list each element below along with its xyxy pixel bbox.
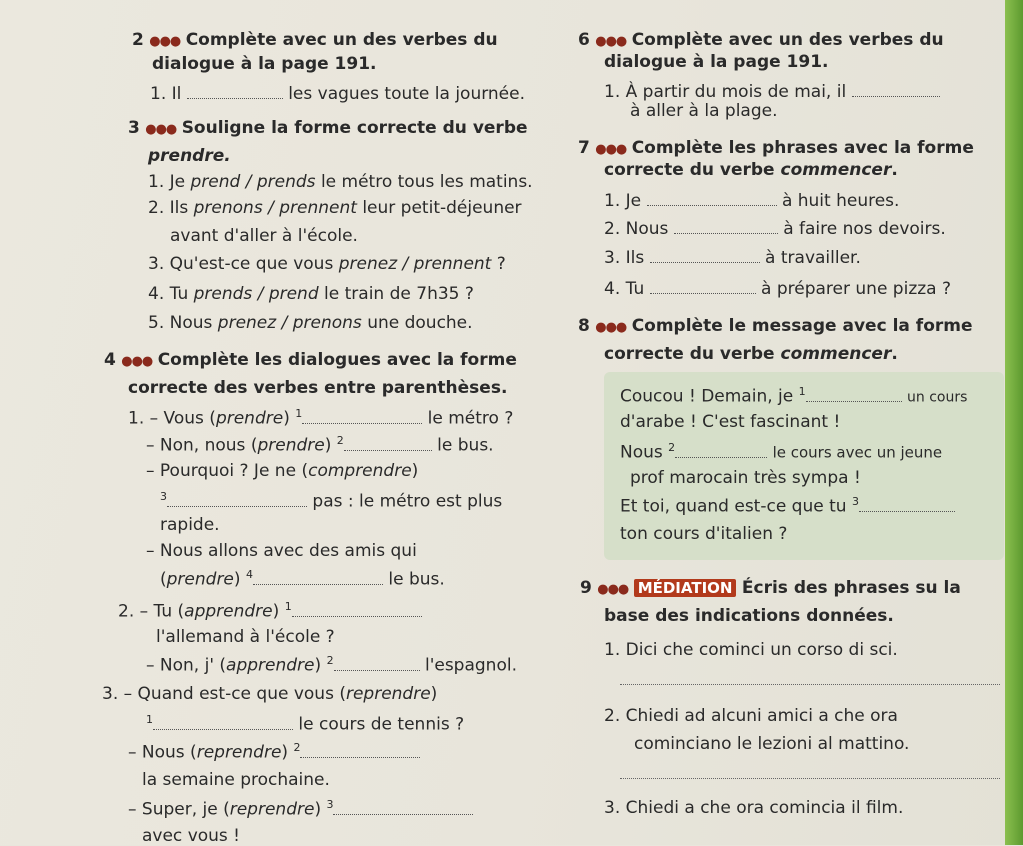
ex4-d1-line7: (prendre) $^4$ le bus. bbox=[160, 568, 445, 590]
ex7-item1: 1. Je à huit heures. bbox=[604, 191, 900, 211]
answer-blank[interactable] bbox=[300, 743, 420, 758]
ex8-line5: Et toi, quand est-ce que tu $^3$ bbox=[620, 495, 955, 517]
answer-blank[interactable] bbox=[334, 656, 420, 671]
answer-blank[interactable] bbox=[167, 492, 307, 507]
ex7-header: 7 ●●● Complète les phrases avec la forme bbox=[578, 138, 974, 158]
ex8-line6: ton cours d'italien ? bbox=[620, 524, 788, 544]
ex4-d3-line2: $^1$ le cours de tennis ? bbox=[146, 713, 465, 735]
answer-blank[interactable] bbox=[650, 279, 756, 294]
ex4-d1-line6: – Nous allons avec des amis qui bbox=[146, 541, 417, 561]
answer-blank[interactable] bbox=[852, 82, 940, 97]
ex8-line2: d'arabe ! C'est fascinant ! bbox=[620, 412, 841, 432]
ex8-line3: Nous $^2$ le cours avec un jeune bbox=[620, 441, 943, 463]
mediation-badge: MÉDIATION bbox=[634, 579, 737, 597]
answer-line[interactable] bbox=[620, 778, 1000, 779]
ex8-header: 8 ●●● Complète le message avec la forme bbox=[578, 316, 973, 336]
ex2-item1: 1. Il les vagues toute la journée. bbox=[150, 84, 526, 104]
ex6-item1: 1. À partir du mois de mai, il bbox=[604, 82, 940, 102]
ex8-line1: Coucou ! Demain, je $^1$ un cours bbox=[620, 385, 968, 407]
ex3-title-line2: prendre. bbox=[148, 146, 231, 166]
ex3-item2-cont: avant d'aller à l'école. bbox=[170, 226, 358, 246]
ex4-d1-line5: rapide. bbox=[160, 515, 220, 535]
green-binder-strip bbox=[1005, 0, 1023, 845]
answer-blank[interactable] bbox=[344, 436, 432, 451]
ex3-item1[interactable]: 1. Je prend / prends le métro tous les matins. bbox=[148, 172, 533, 192]
ex6-item1-cont: à aller à la plage. bbox=[630, 101, 778, 121]
ex4-d2-line1: 2. – Tu (apprendre) $^1$ bbox=[118, 600, 422, 622]
ex8-line4: prof marocain très sympa ! bbox=[630, 468, 861, 488]
ex7-item3: 3. Ils à travailler. bbox=[604, 248, 861, 268]
ex4-d3-line1: 3. – Quand est-ce que vous (reprendre) bbox=[102, 684, 438, 704]
ex7-title-line2: correcte du verbe commencer. bbox=[604, 160, 898, 180]
ex4-title-line2: correcte des verbes entre parenthèses. bbox=[128, 378, 508, 398]
answer-blank[interactable] bbox=[859, 497, 955, 512]
answer-blank[interactable] bbox=[806, 387, 902, 402]
ex3-item3[interactable]: 3. Qu'est-ce que vous prenez / prennent ? bbox=[148, 254, 506, 274]
ex9-item3: 3. Chiedi a che ora comincia il film. bbox=[604, 798, 904, 818]
ex4-d3-line4: la semaine prochaine. bbox=[142, 770, 330, 790]
ex4-d2-line3: – Non, j' (apprendre) $^2$ l'espagnol. bbox=[146, 654, 517, 676]
ex2-title-line2: dialogue à la page 191. bbox=[152, 54, 377, 74]
ex3-item5[interactable]: 5. Nous prenez / prenons une douche. bbox=[148, 313, 473, 333]
ex4-d3-line5: – Super, je (reprendre) $^3$ bbox=[128, 798, 473, 820]
ex8-title-line2: correcte du verbe commencer. bbox=[604, 344, 898, 364]
difficulty-dots: ●●● bbox=[149, 34, 181, 49]
ex6-header: 6 ●●● Complète avec un des verbes du bbox=[578, 30, 944, 50]
ex9-header: 9 ●●● MÉDIATION Écris des phrases su la bbox=[580, 578, 961, 598]
ex4-d1-line4: $^3$ pas : le métro est plus bbox=[160, 490, 503, 512]
answer-blank[interactable] bbox=[253, 570, 383, 585]
answer-blank[interactable] bbox=[650, 248, 760, 263]
ex4-d1-line1: 1. – Vous (prendre) $^1$ le métro ? bbox=[128, 407, 514, 429]
answer-blank[interactable] bbox=[187, 84, 283, 99]
ex9-title-line2: base des indications données. bbox=[604, 606, 894, 626]
answer-blank[interactable] bbox=[674, 219, 778, 234]
ex7-item4: 4. Tu à préparer une pizza ? bbox=[604, 279, 952, 299]
ex4-d3-line3: – Nous (reprendre) $^2$ bbox=[128, 741, 420, 763]
ex2-header: 2 ●●● Complète avec un des verbes du bbox=[132, 30, 498, 50]
answer-blank[interactable] bbox=[153, 715, 293, 730]
ex3-item4[interactable]: 4. Tu prends / prend le train de 7h35 ? bbox=[148, 284, 474, 304]
answer-blank[interactable] bbox=[302, 409, 422, 424]
ex4-d1-line3: – Pourquoi ? Je ne (comprendre) bbox=[146, 461, 419, 481]
answer-blank[interactable] bbox=[675, 443, 767, 458]
ex4-d2-line2: l'allemand à l'école ? bbox=[156, 627, 335, 647]
ex6-title-line2: dialogue à la page 191. bbox=[604, 52, 829, 72]
ex4-d3-line6: avec vous ! bbox=[142, 826, 240, 846]
answer-blank[interactable] bbox=[292, 602, 422, 617]
ex7-item2: 2. Nous à faire nos devoirs. bbox=[604, 219, 946, 239]
ex9-item2: 2. Chiedi ad alcuni amici a che ora bbox=[604, 706, 898, 726]
answer-blank[interactable] bbox=[647, 191, 777, 206]
ex9-item1: 1. Dici che cominci un corso di sci. bbox=[604, 640, 898, 660]
ex4-d1-line2: – Non, nous (prendre) $^2$ le bus. bbox=[146, 434, 494, 456]
ex3-header: 3 ●●● Souligne la forme correcte du verbe bbox=[128, 118, 528, 138]
ex9-item2-cont: cominciano le lezioni al mattino. bbox=[634, 734, 910, 754]
ex3-item2[interactable]: 2. Ils prenons / prennent leur petit-déjeuner bbox=[148, 198, 522, 218]
answer-line[interactable] bbox=[620, 684, 1000, 685]
ex4-header: 4 ●●● Complète les dialogues avec la forme bbox=[104, 350, 517, 370]
answer-blank[interactable] bbox=[333, 800, 473, 815]
